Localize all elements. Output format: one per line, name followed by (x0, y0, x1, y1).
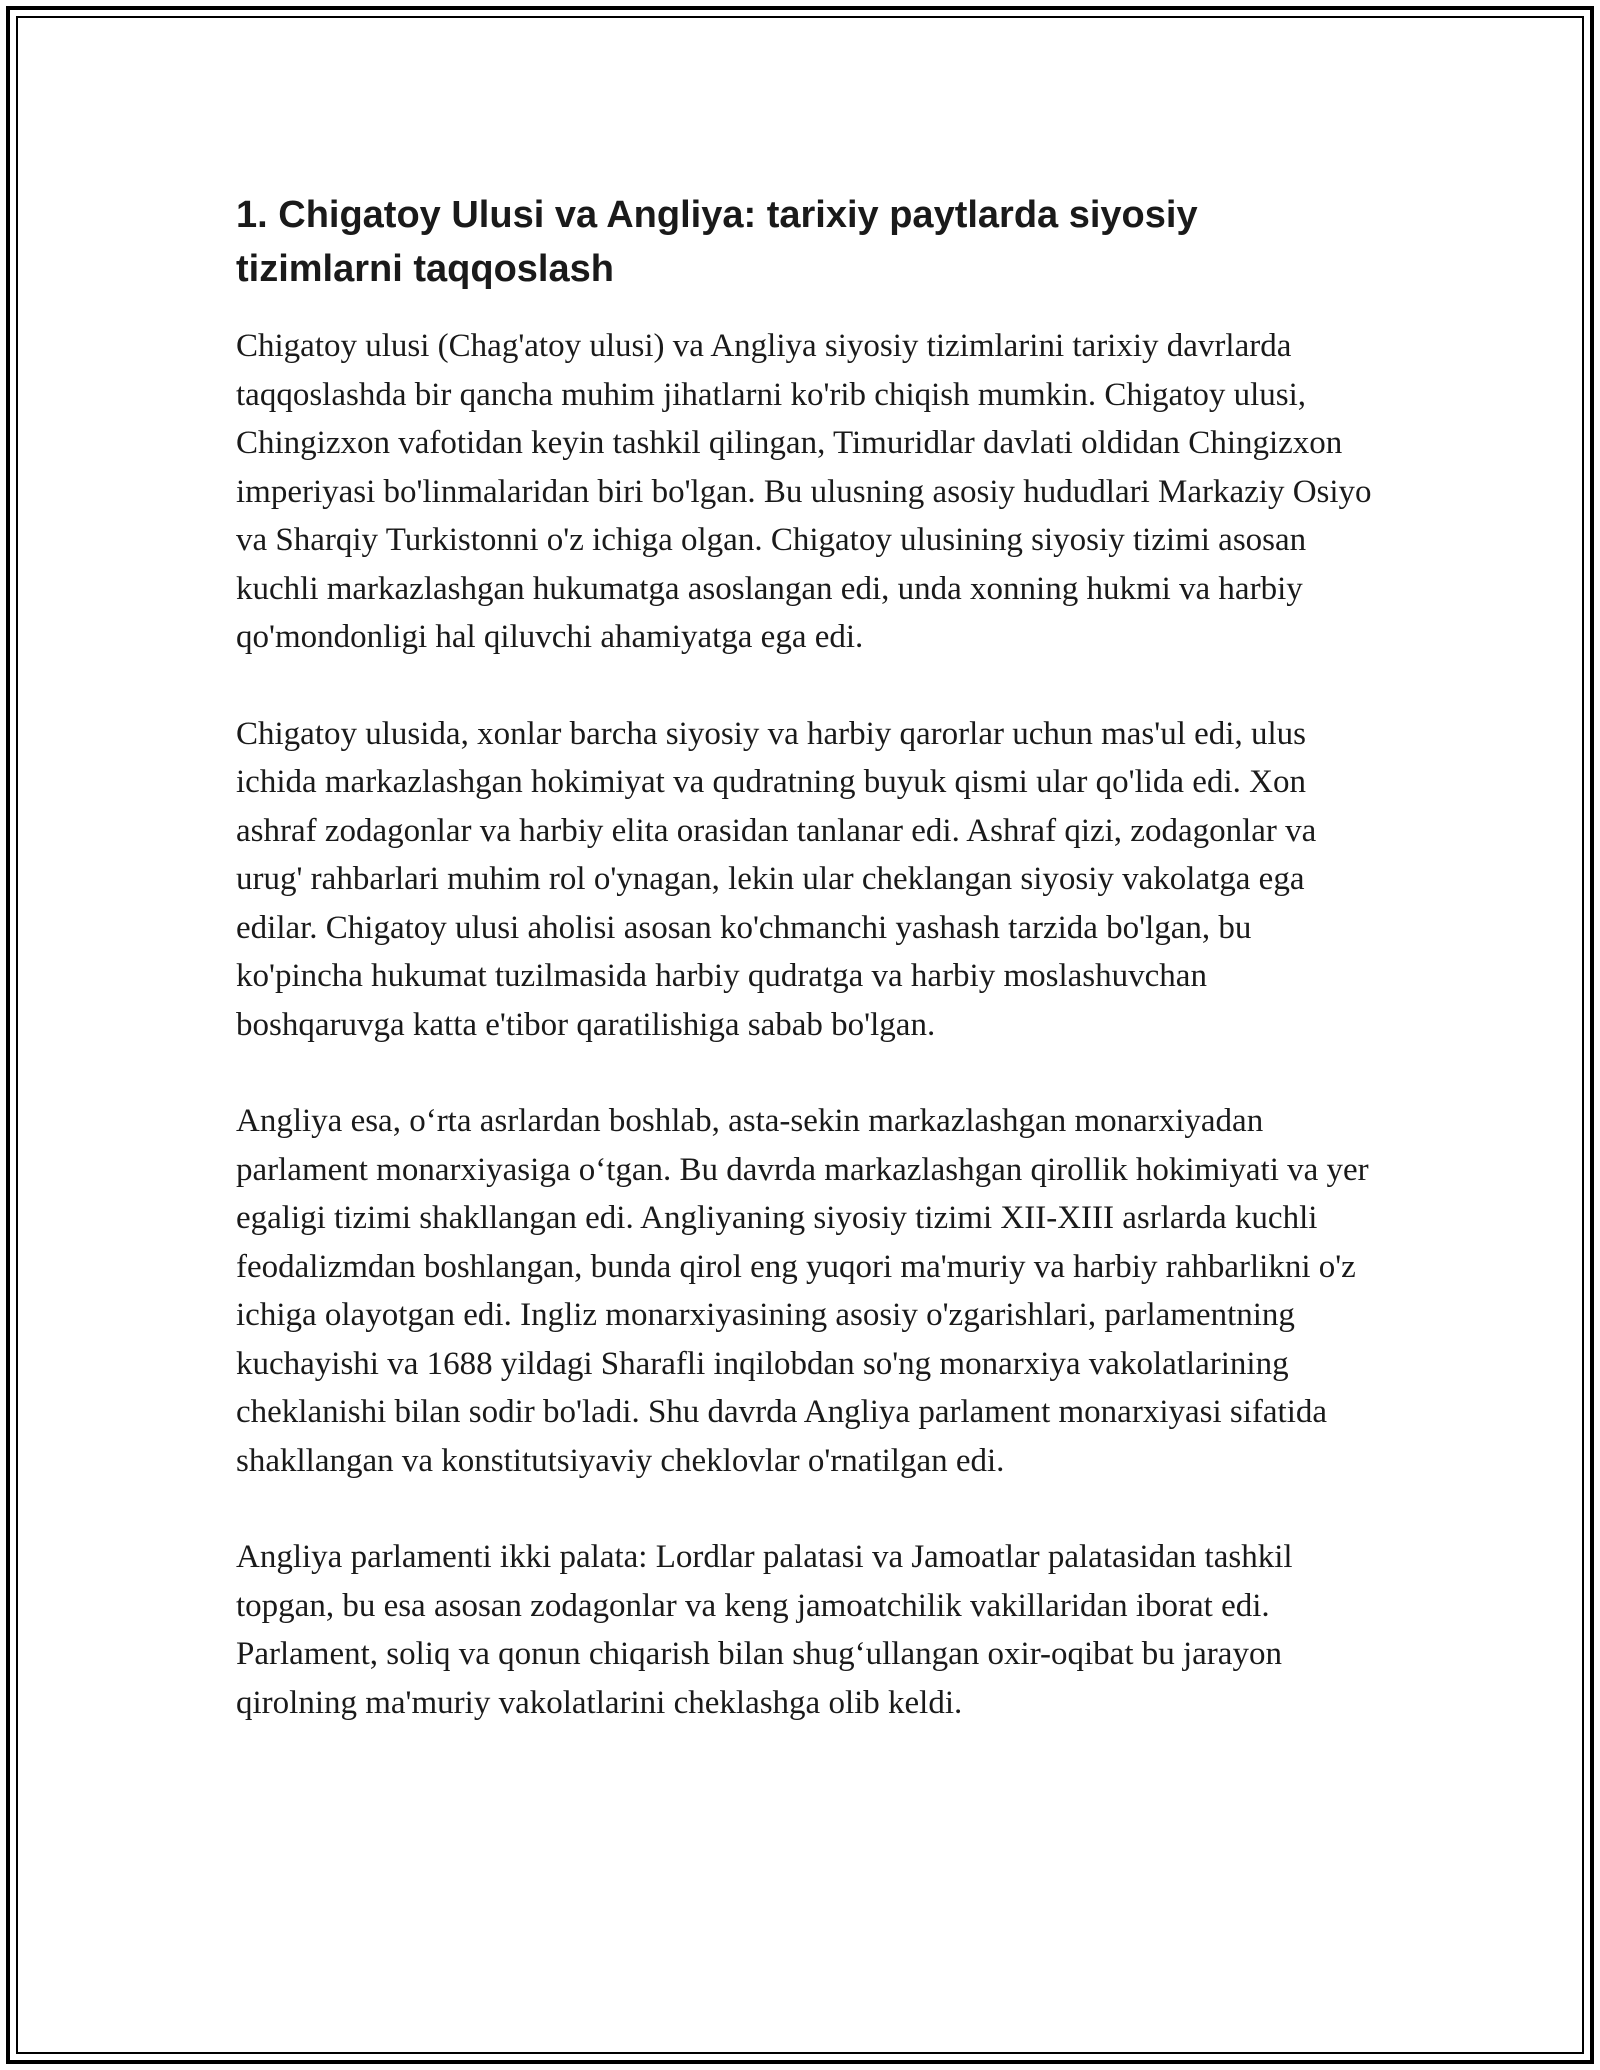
section-heading: 1. Chigatoy Ulusi va Angliya: tarixiy paytlarda siyosiy tizimlarni taqqoslash (236, 194, 1198, 290)
paragraph-3: Angliya esa, o‘rta asrlardan boshlab, asta-sekin markazlashgan monarxiyadan parlament monarxiyasiga o‘tgan. Bu davrda markazlashgan qirollik hokimiyati va yer egaligi tizimi shakllangan edi. Angliyaning siyosiy tizimi XII-XIII asrlarda kuchli feodalizmdan boshlangan, bunda qirol eng yuqori ma'muriy va harbiy rahbarlikni o'z ichiga olayotgan edi. Ingliz monarxiyasining asosiy o'zgarishlari, parlamentning kuchayishi va 1688 yildagi Sharafli inqilobdan so'ng monarxiya vakolatlarining cheklanishi bilan sodir bo'ladi. Shu davrda Angliya parlament monarxiyasi sifatida shakllangan va konstitutsiyaviy cheklovlar o'rnatilgan edi. (236, 1103, 1369, 1479)
document-body (236, 188, 1376, 1775)
paragraph-4: Angliya parlamenti ikki palata: Lordlar palatasi va Jamoatlar palatasidan tashkil topgan, bu esa asosan zodagonlar va keng jamoatchilik vakillaridan iborat edi. Parlament, soliq va qonun chiqarish bilan shug‘ullangan oxir-oqibat bu jarayon qirolning ma'muriy vakolatlarini cheklashga olib keldi. (236, 1539, 1293, 1721)
paragraph-2: Chigatoy ulusida, xonlar barcha siyosiy va harbiy qarorlar uchun mas'ul edi, ulus ichida markazlashgan hokimiyat va qudratning buyuk qismi ular qo'lida edi. Xon ashraf zodagonlar va harbiy elita orasidan tanlanar edi. Ashraf qizi, zodagonlar va urug' rahbarlari muhim rol o'ynagan, lekin ular cheklangan siyosiy vakolatga ega edilar. Chigatoy ulusi aholisi asosan ko'chmanchi yashash tarzida bo'lgan, bu ko'pincha hukumat tuzilmasida harbiy qudratga va harbiy moslashuvchan boshqaruvga katta e'tibor qaratilishiga sabab bo'lgan. (236, 715, 1317, 1043)
paragraph-1: Chigatoy ulusi (Chag'atoy ulusi) va Angliya siyosiy tizimlarini tarixiy davrlarda taqqoslashda bir qancha muhim jihatlarni ko'rib chiqish mumkin. Chigatoy ulusi, Chingizxon vafotidan keyin tashkil qilingan, Timuridlar davlati oldidan Chingizxon imperiyasi bo'linmalaridan biri bo'lgan. Bu ulusning asosiy hududlari Markaziy Osiyo va Sharqiy Turkistonni o'z ichiga olgan. Chigatoy ulusining siyosiy tizimi asosan kuchli markazlashgan hukumatga asoslangan edi, unda xonning hukmi va harbiy qo'mondonligi hal qiluvchi ahamiyatga ega edi. (236, 328, 1372, 655)
